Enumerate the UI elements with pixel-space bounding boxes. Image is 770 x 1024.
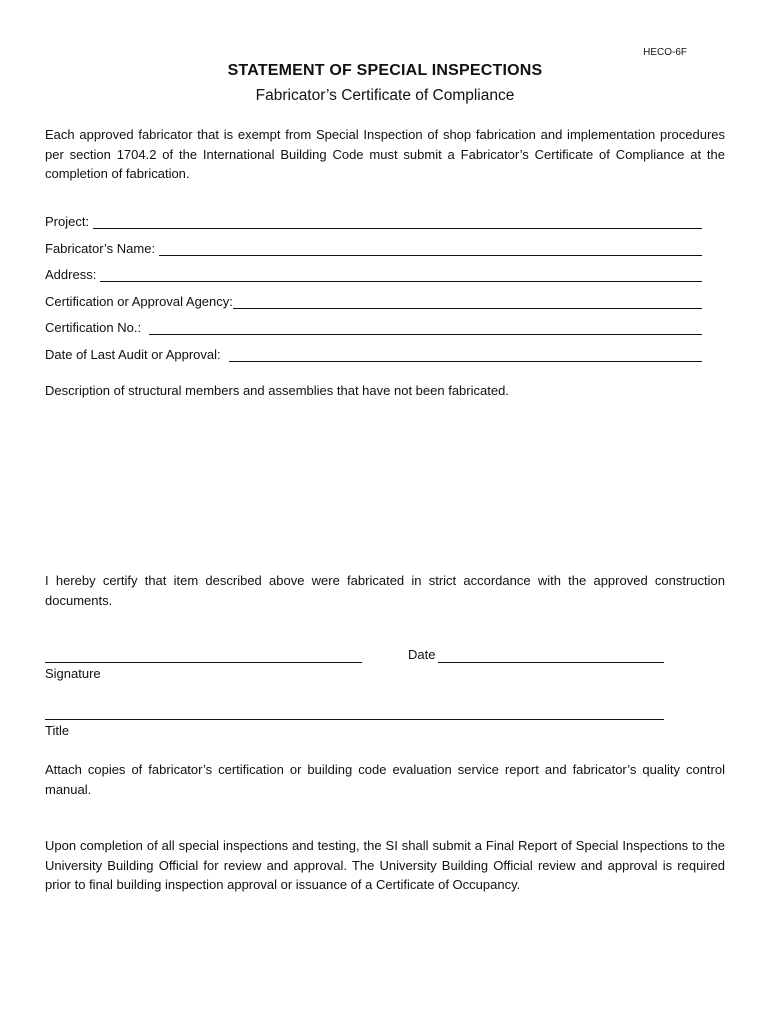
audit-date-label: Date of Last Audit or Approval:	[45, 347, 221, 362]
address-input[interactable]	[100, 266, 702, 282]
signature-label: Signature	[45, 666, 101, 681]
fabricator-name-field[interactable]	[45, 236, 702, 256]
form-code: HECO-6F	[643, 47, 687, 58]
fabricator-name-label: Fabricator’s Name:	[45, 241, 156, 256]
page-subtitle: Fabricator’s Certificate of Compliance	[255, 87, 515, 104]
audit-date-field[interactable]	[45, 342, 702, 362]
certify-paragraph: I hereby certify that item described above were fabricated in strict accordance with the approved construction documents.	[45, 573, 725, 608]
project-input[interactable]	[93, 213, 702, 229]
cert-no-field[interactable]	[45, 315, 702, 335]
address-label: Address:	[45, 267, 97, 282]
title-line[interactable]	[45, 719, 664, 720]
completion-paragraph: Upon completion of all special inspections and testing, the SI shall submit a Final Report of Special Inspections to the University Building Official for review and approval. The University Building Official review and approval is required prior to final building inspection approval or issuance of a Certificate of Occupancy.	[45, 838, 725, 892]
description-label: Description of structural members and assemblies that have not been fabricated.	[45, 383, 509, 398]
project-field[interactable]	[45, 209, 702, 229]
agency-field[interactable]	[45, 289, 702, 309]
date-label: Date	[408, 647, 436, 662]
date-line[interactable]	[438, 662, 664, 663]
agency-label: Certification or Approval Agency:	[45, 294, 233, 309]
agency-input[interactable]	[233, 293, 702, 309]
project-label: Project:	[45, 214, 90, 229]
page-title: STATEMENT OF SPECIAL INSPECTIONS	[227, 62, 543, 79]
intro-paragraph: Each approved fabricator that is exempt from Special Inspection of shop fabrication and implementation procedures per section 1704.2 of the International Building Code must submit a Fabricator’s Certificate of Compliance at the completion of fabrication.	[45, 127, 725, 181]
cert-no-label: Certification No.:	[45, 320, 142, 335]
fabricator-name-input[interactable]	[159, 240, 702, 256]
audit-date-input[interactable]	[229, 346, 702, 362]
cert-no-input[interactable]	[149, 319, 702, 335]
signature-line[interactable]	[45, 662, 362, 663]
title-label: Title	[45, 723, 70, 738]
attach-paragraph: Attach copies of fabricator’s certification or building code evaluation service report and fabricator’s quality control manual.	[45, 762, 725, 797]
description-area[interactable]	[45, 405, 725, 565]
address-field[interactable]	[45, 262, 702, 282]
